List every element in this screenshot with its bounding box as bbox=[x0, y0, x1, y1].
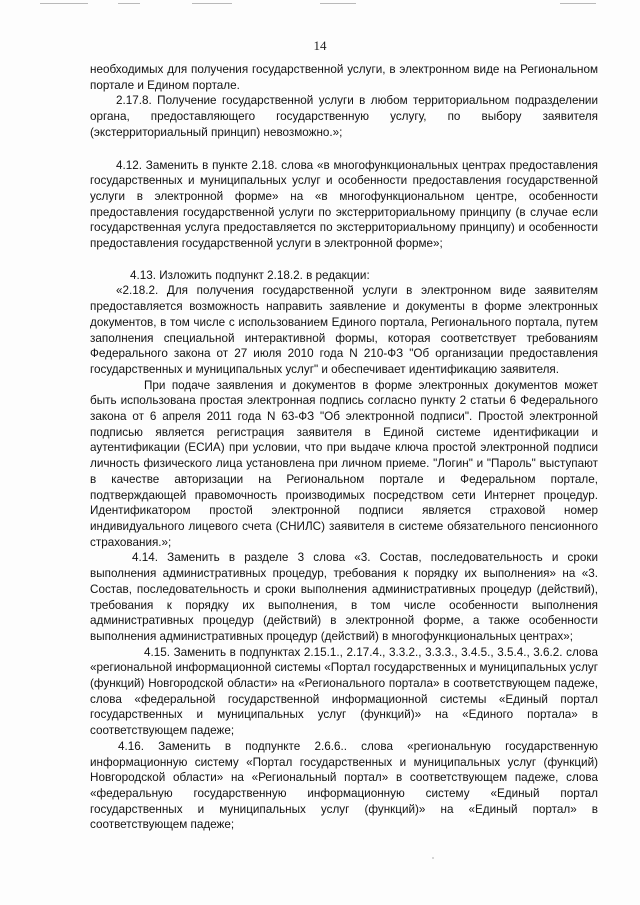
paragraph-4-13: 4.13. Изложить подпункт 2.18.2. в редакции: bbox=[130, 268, 370, 282]
paragraph-4-14: 4.14. Заменить в разделе 3 слова «3. Состав, последовательность и сроки выполнения административных процедур, требования к порядку их выполнения» на «3. Состав, последовательность и сроки выполнения административных процедур (действий), требования к порядку их выполнения, в том числе особенности выполнения административных процедур (действий) в электронной форме, а также особенности выполнения административных процедур (действий) в многофункциональных центрах»; bbox=[90, 551, 598, 643]
scan-speck bbox=[432, 857, 434, 859]
document-body bbox=[90, 62, 598, 833]
paragraph-continuation: необходимых для получения государственной услуги, в электронном виде на Региональном портале и Едином портале. bbox=[90, 63, 598, 92]
paragraph-2-17-8: 2.17.8. Получение государственной услуги в любом территориальном подразделении органа, предоставляющего государственную услугу, по выбору заявителя (экстерриториальный принцип) невозможно.»; bbox=[90, 94, 598, 139]
scan-artifact bbox=[320, 3, 356, 4]
paragraph-2-18-2: «2.18.2. Для получения государственной услуги в электронном виде заявителям предоставляется возможность направить заявление и документы в форме электронных документов, в том числе с использованием Единого портала, Регионального портала, путем заполнения специальной интерактивной формы, которая соответствует требованиям Федерального закона от 27 июля 2010 года N 210-ФЗ "Об организации предоставления государственных и муниципальных услуг" и обеспечивает идентификацию заявителя. bbox=[90, 284, 598, 376]
paragraph-electronic-signature: При подаче заявления и документов в форме электронных документов может быть использована простая электронная подпись согласно пункту 2 статьи 6 Федерального закона от 6 апреля 2011 года N 63-ФЗ "Об электронной подписи". Простой электронной подписью является регистрация заявителя в Единой системе идентификации и аутентификации (ЕСИА) при условии, что при выдаче ключа простой электронной подписи личность физического лица установлена при личном приеме. "Логин" и "Пароль" выступают в качестве авторизации на Региональном портале и Федеральном портале, подтверждающей правомочность производимых посредством сети Интернет процедур. Идентификатором простой электронной подписи является страховой номер индивидуального лицевого счета (СНИЛС) заявителя в системе обязательного пенсионного страхования.»; bbox=[90, 378, 598, 549]
scan-artifact bbox=[560, 3, 596, 4]
scan-artifact bbox=[118, 3, 140, 4]
scan-artifact bbox=[192, 3, 232, 4]
paragraph-4-12: 4.12. Заменить в пункте 2.18. слова «в многофункциональных центрах предоставления государственных и муниципальных услуг и особенности предоставления государственной услуги в электронной форме» на «в многофункциональном центре, особенности предоставления государственной услуги по экстерриториальному принципу (в случае если государственная услуга предоставляется по экстерриториальному принципу) и особенности предоставления государственной услуги в электронной форме»; bbox=[90, 158, 598, 251]
paragraph-4-15: 4.15. Заменить в подпунктах 2.15.1., 2.17.4., 3.3.2., 3.3.3., 3.4.5., 3.5.4., 3.6.2. слова «региональной информационной системы «Портал государственных и муниципальных услуг (функций) Новгородской области» на «Регионального портала» в соответствующем падеже, слова «федеральной государственной информационной системы «Единый портал государственных и муниципальных услуг (функций)» на «Единого портала» в соответствующем падеже; bbox=[90, 645, 598, 738]
page-number: 14 bbox=[313, 38, 327, 53]
scan-artifact bbox=[40, 3, 88, 4]
paragraph-4-16: 4.16. Заменить в подпункте 2.6.6.. слова «региональную государственную информационную систему «Портал государственных и муниципальных услуг (функций) Новгородской области» на «Региональный портал» в соответствующем падеже, слова «федеральную государственную информационную систему «Единый портал государственных и муниципальных услуг (функций)» на «Единый портал» в соответствующем падеже; bbox=[90, 739, 598, 832]
